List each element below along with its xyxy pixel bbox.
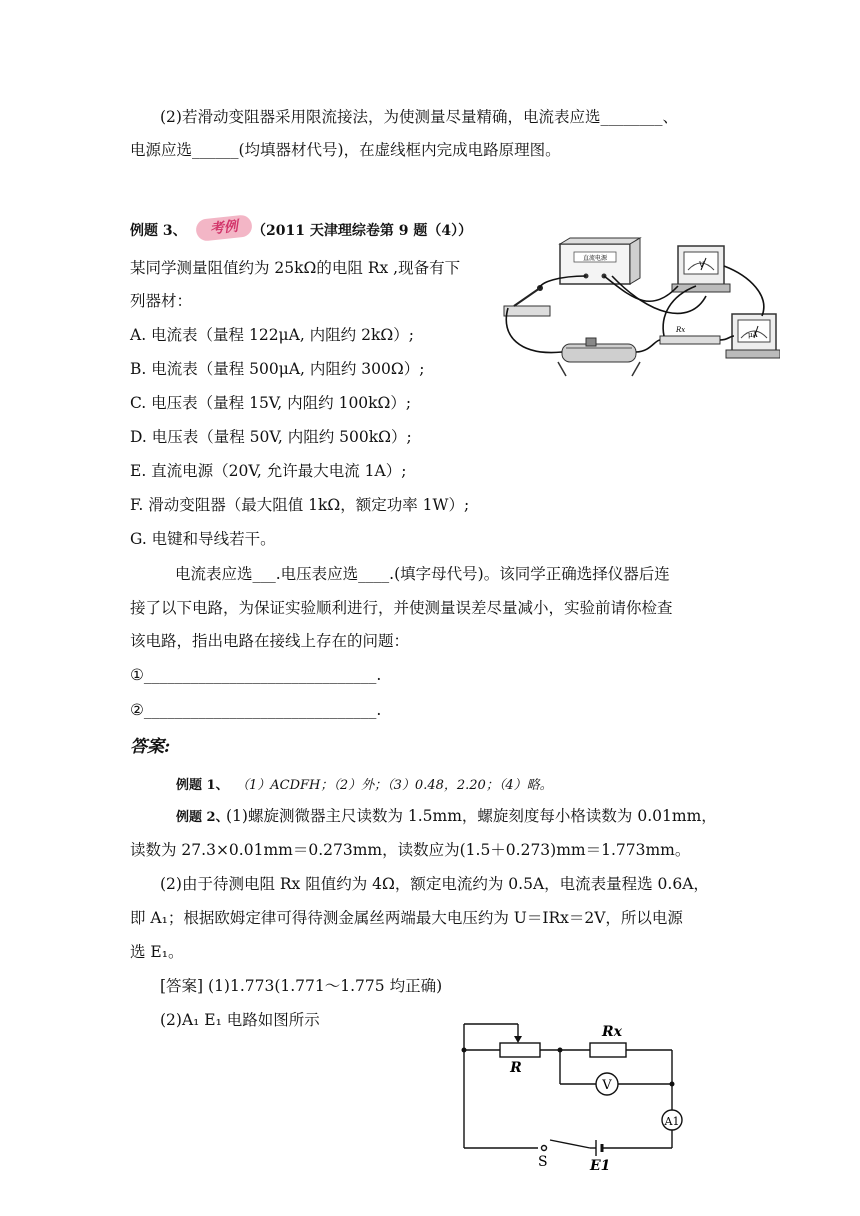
label-rx: Rx: [602, 1024, 622, 1040]
example-3-label: 例题 3、: [130, 223, 187, 239]
example-3-intro-2: 列器材：: [130, 292, 193, 310]
label-switch: S: [538, 1154, 548, 1170]
example-3-source: （2011 天津理综卷第 9 题（4））: [252, 223, 473, 239]
example-2-p2a: (2)由于待测电阻 Rx 阻值约为 4Ω，额定电流约为 0.5A，电流表量程选 0.6A，: [160, 875, 709, 893]
example-2-p1a: (1)螺旋测微器主尺读数为 1.5mm，螺旋刻度每小格读数为 0.01mm，: [226, 807, 717, 825]
q2-line-1: (2)若滑动变阻器采用限流接法，为使测量尽量精确，电流表应选________、: [160, 108, 678, 126]
circuit-diagram: [450, 1018, 690, 1178]
question-line-2: 接了以下电路，为保证实验顺利进行，并使测量误差尽量减小，实验前请你检查: [130, 599, 673, 617]
voltmeter: [672, 246, 730, 292]
example-1-answer: （1）ACDFH；（2）外；（3）0.48，2.20；（4）略。: [236, 778, 553, 793]
item-a: A. 电流表（量程 122μA, 内阻约 2kΩ）;: [130, 326, 414, 344]
svg-text:直流电源: 直流电源: [582, 255, 608, 262]
example-2-p1b: 读数为 27.3×0.01mm＝0.273mm，读数应为(1.5＋0.273)mm＝1.773mm。: [130, 841, 691, 859]
label-r: R: [510, 1060, 522, 1076]
example-2-p2c: 选 E₁。: [130, 943, 184, 961]
label-voltmeter: V: [602, 1078, 612, 1093]
answer-blank-1: ①______________________________.: [130, 666, 382, 684]
svg-text:V: V: [699, 261, 705, 269]
label-battery: E1: [590, 1158, 611, 1174]
final-answer-2: (2)A₁ E₁ 电路如图所示: [160, 1011, 320, 1029]
answers-heading: 答案:: [130, 737, 171, 757]
answer-blank-2: ②______________________________.: [130, 701, 382, 719]
microammeter: [726, 314, 780, 358]
svg-text:Rx: Rx: [676, 326, 686, 334]
item-e: E. 直流电源（20V, 允许最大电流 1A）;: [130, 462, 407, 480]
final-answer-1: [答案] (1)1.773(1.771～1.775 均正确): [160, 977, 443, 995]
label-ammeter: A1: [664, 1115, 680, 1128]
example-1-label: 例题 1、: [176, 778, 229, 793]
item-c: C. 电压表（量程 15V, 内阻约 100kΩ）;: [130, 394, 412, 412]
item-f: F. 滑动变阻器（最大阻值 1kΩ，额定功率 1W）;: [130, 496, 470, 514]
question-line-3: 该电路，指出电路在接线上存在的问题：: [130, 632, 410, 650]
item-d: D. 电压表（量程 50V, 内阻约 500kΩ）;: [130, 428, 412, 446]
item-b: B. 电流表（量程 500μA, 内阻约 300Ω）;: [130, 360, 425, 378]
svg-text:μA: μA: [748, 331, 758, 339]
q2-line-2: 电源应选______(均填器材代号)，在虚线框内完成电路原理图。: [130, 141, 561, 159]
example-2-label: 例题 2、: [176, 810, 229, 825]
question-line-1: 电流表应选___.电压表应选____.(填字母代号)。该同学正确选择仪器后连: [175, 565, 670, 583]
example-2-p2b: 即 A₁；根据欧姆定律可得待测金属丝两端最大电压约为 U＝IRx＝2V，所以电源: [130, 909, 683, 927]
exam-stamp-logo: 考例: [195, 214, 253, 242]
apparatus-photo: [500, 236, 780, 396]
example-3-intro-1: 某同学测量阻值约为 25kΩ的电阻 Rx ,现备有下: [130, 259, 461, 277]
item-g: G. 电键和导线若干。: [130, 530, 276, 548]
